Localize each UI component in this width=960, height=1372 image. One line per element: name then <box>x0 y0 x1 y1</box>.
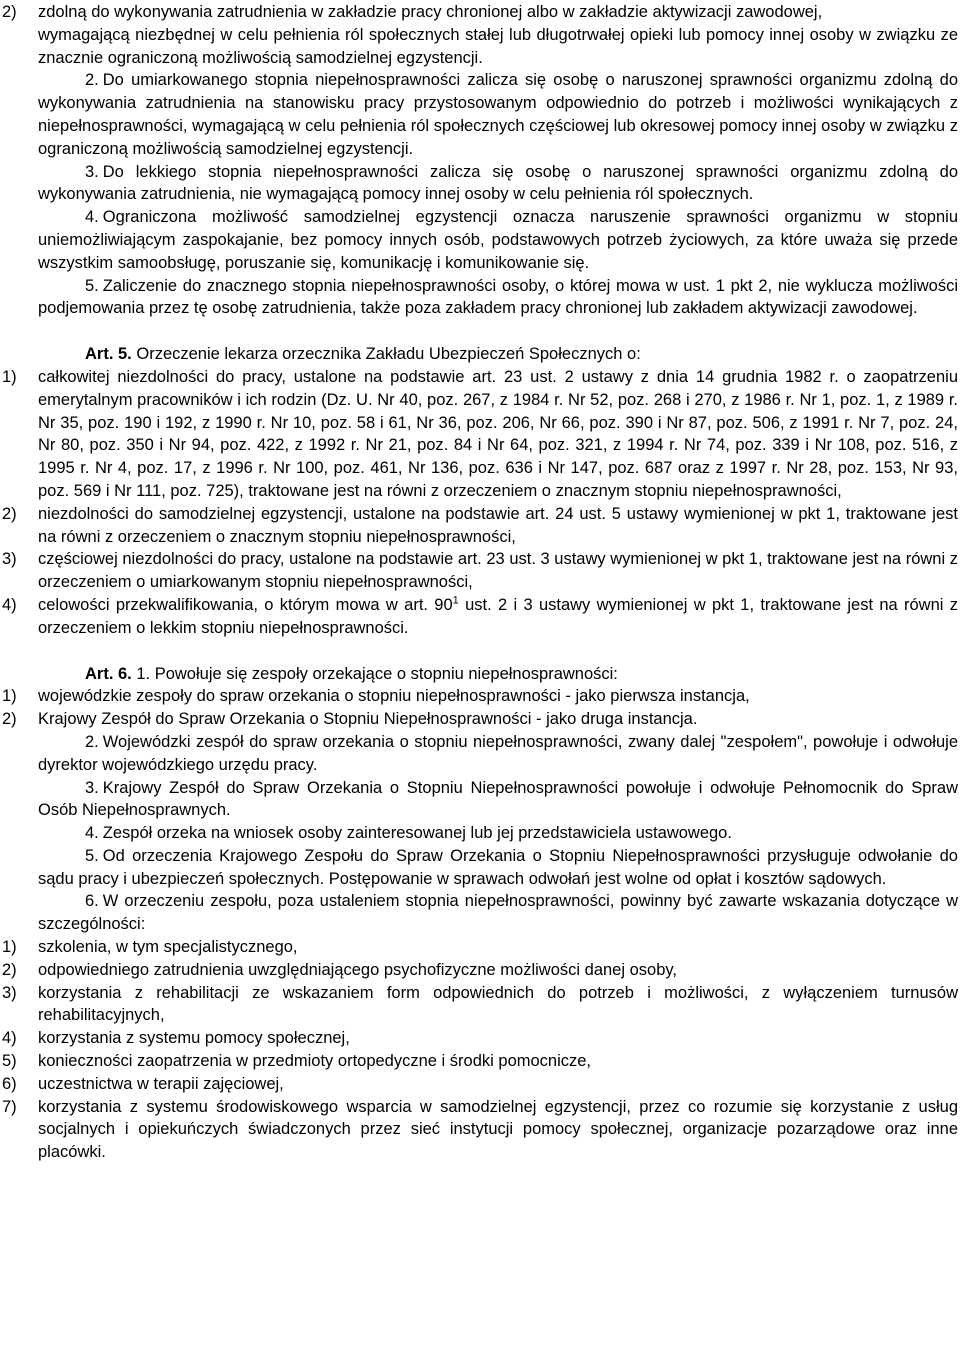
paragraph-text: Wojewódzki zespół do spraw orzekania o stopniu niepełnosprawności, zwany dalej "zespołem", powołuje i odwołuje dyrektor wojewódzkiego urzędu pracy. <box>38 732 958 774</box>
list-item-text: częściowej niezdolności do pracy, ustalone na podstawie art. 23 ust. 3 ustawy wymienionej w pkt 1, traktowane jest na równi z orzeczeniem o umiarkowanym stopniu niepełnosprawności, <box>38 550 958 592</box>
list-item <box>2 366 958 503</box>
spacer <box>2 640 958 663</box>
list-item-text-part: celowości przekwalifikowania, o którym mowa w art. 90 <box>38 595 453 614</box>
list-item-text: Krajowy Zespół do Spraw Orzekania o Stopniu Niepełnosprawności - jako druga instancja. <box>38 710 698 729</box>
list-item <box>2 1073 958 1096</box>
article-label: Art. 5. <box>85 345 132 364</box>
list-item-number: 1) <box>2 367 17 386</box>
paragraph-text: W orzeczeniu zespołu, poza ustaleniem stopnia niepełnosprawności, powinny być zawarte wskazania dotyczące w szczególności: <box>38 892 958 934</box>
paragraph <box>2 890 958 936</box>
list-item-text: korzystania z systemu pomocy społecznej, <box>38 1029 350 1048</box>
paragraph-number: 2. <box>85 732 99 751</box>
superscript: 1 <box>452 594 459 607</box>
list-item-number: 1) <box>2 687 17 706</box>
list-item <box>2 594 958 640</box>
list-item <box>2 936 958 959</box>
paragraph <box>2 822 958 845</box>
list-item <box>2 503 958 549</box>
list-item-number: 5) <box>2 1052 17 1071</box>
list-item <box>2 1096 958 1164</box>
list-item-number: 4) <box>2 1029 17 1048</box>
paragraph-number: 4. <box>85 208 99 227</box>
paragraph-text: Zaliczenie do znacznego stopnia niepełnosprawności osoby, o której mowa w ust. 1 pkt 2, nie wyklucza możliwości podjemowania przez tę osobę zatrudnienia, także poza zakładem pracy chronionej lub zakładem aktywizacji zawodowej. <box>38 276 958 318</box>
list-item <box>2 708 958 731</box>
list-item <box>2 982 958 1028</box>
article-text: 1. Powołuje się zespoły orzekające o stopniu niepełnosprawności: <box>136 664 618 683</box>
list-item-number: 1) <box>2 938 17 957</box>
list-item-text: uczestnictwa w terapii zajęciowej, <box>38 1074 284 1093</box>
list-item <box>2 959 958 982</box>
paragraph-text: Krajowy Zespół do Spraw Orzekania o Stopniu Niepełnosprawności powołuje i odwołuje Pełnomocnik do Spraw Osób Niepełnosprawnych. <box>38 778 958 820</box>
list-item <box>2 548 958 594</box>
paragraph <box>2 731 958 777</box>
list-item-text: korzystania z rehabilitacji ze wskazaniem form odpowiednich do potrzeb i możliwości, z wyłączeniem turnusów rehabilitacyjnych, <box>38 983 958 1025</box>
list-item-text-part: ust. 2 i 3 ustawy wymienionej w pkt 1, traktowane jest na równi z orzeczeniem o lekkim stopniu niepełnosprawności. <box>38 595 959 637</box>
list-item-number: 4) <box>2 595 17 614</box>
list-item-number: 6) <box>2 1074 17 1093</box>
spacer <box>2 320 958 343</box>
list-item-text <box>38 594 958 640</box>
article-label: Art. 6. <box>85 664 132 683</box>
paragraph-text: Zespół orzeka na wniosek osoby zainteresowanej lub jej przedstawiciela ustawowego. <box>102 824 732 843</box>
paragraph <box>2 845 958 891</box>
list-item-text: wojewódzkie zespoły do spraw orzekania o stopniu niepełnosprawności - jako pierwsza instancja, <box>38 687 750 706</box>
list-item-number: 2) <box>2 960 17 979</box>
list-item-text: zdolną do wykonywania zatrudnienia w zakładzie pracy chronionej albo w zakładzie aktywizacji zawodowej, <box>38 3 823 21</box>
list-item-number: 2) <box>2 504 17 523</box>
paragraph-number: 3. <box>85 778 99 797</box>
article-heading <box>2 343 958 366</box>
list-item-number: 2) <box>2 710 17 729</box>
paragraph <box>2 777 958 823</box>
list-item-text: odpowiedniego zatrudnienia uwzględniającego psychofizyczne możliwości danej osoby, <box>38 960 677 979</box>
paragraph-text: Do umiarkowanego stopnia niepełnosprawności zalicza się osobę o naruszonej sprawności organizmu zdolną do wykonywania zatrudnienia na stanowisku pracy przystosowanym odpowiednio do potrzeb i możliwości wynikających z niepełnosprawności, wymagającą w celu pełnienia ról społecznych częściowej lub okresowej pomocy innej osoby w związku z ograniczoną możliwością samodzielnej egzystencji. <box>38 71 958 158</box>
paragraph <box>2 69 958 160</box>
paragraph-text: Od orzeczenia Krajowego Zespołu do Spraw Orzekania o Stopniu Niepełnosprawności przysługuje odwołanie do sądu pracy i ubezpieczeń społecznych. Postępowanie w sprawach odwołań jest wolne od opłat i kosztów sądowych. <box>38 846 958 888</box>
paragraph-number: 6. <box>85 892 99 911</box>
paragraph <box>2 275 958 321</box>
paragraph-text: Ograniczona możliwość samodzielnej egzystencji oznacza naruszenie sprawności organizmu w stopniu uniemożliwiającym zaspokajanie, bez pomocy innych osób, podstawowych potrzeb życiowych, za które uważa się przede wszystkim samoobsługę, poruszanie się, komunikację i komunikowanie się. <box>38 208 958 272</box>
list-item <box>2 1050 958 1073</box>
paragraph-text: Do lekkiego stopnia niepełnosprawności zalicza się osobę o naruszonej sprawności organizmu zdolną do wykonywania zatrudnienia, nie wymagającą pomocy innej osoby w celu pełnienia ról społecznych. <box>38 162 958 204</box>
list-item-text: całkowitej niezdolności do pracy, ustalone na podstawie art. 23 ust. 2 ustawy z dnia 14 grudnia 1982 r. o zaopatrzeniu emerytalnym pracowników i ich rodzin (Dz. U. Nr 40, poz. 267, z 1984 r. Nr 52, poz. 268 i 270, z 1986 r. Nr 1, poz. 1, z 1989 r. Nr 35, poz. 190 i 192, z 1990 r. Nr 10, poz. 58 i 61, Nr 36, poz. 206, Nr 66, poz. 390 i Nr 87, poz. 506, z 1991 r. Nr 7, poz. 24, Nr 80, poz. 350 i Nr 94, poz. 422, z 1992 r. Nr 21, poz. 84 i Nr 64, poz. 321, z 1994 r. Nr 74, poz. 339 i Nr 108, poz. 516, z 1995 r. Nr 4, poz. 17, z 1996 r. Nr 100, poz. 461, Nr 136, poz. 636 i Nr 147, poz. 687 oraz z 1997 r. Nr 28, poz. 153, Nr 93, poz. 569 i Nr 111, poz. 725), traktowane jest na równi z orzeczeniem o znacznym stopniu niepełnosprawności, <box>38 367 958 500</box>
list-item-number: 7) <box>2 1097 17 1116</box>
article-heading <box>2 663 958 686</box>
list-item <box>2 1 958 24</box>
paragraph-continuation: wymagającą niezbędnej w celu pełnienia ról społecznych stałej lub długotrwałej opieki lub pomocy innej osoby w związku ze znacznie ograniczoną możliwością samodzielnej egzystencji. <box>38 25 958 67</box>
paragraph-number: 4. <box>85 824 99 843</box>
list-item <box>2 685 958 708</box>
paragraph <box>2 161 958 207</box>
list-item <box>2 1027 958 1050</box>
list-item-number: 3) <box>2 550 17 569</box>
paragraph-number: 5. <box>85 846 99 865</box>
paragraph-number: 2. <box>85 71 99 90</box>
list-item-text: konieczności zaopatrzenia w przedmioty ortopedyczne i środki pomocnicze, <box>38 1052 592 1071</box>
article-text: Orzeczenie lekarza orzecznika Zakładu Ubezpieczeń Społecznych o: <box>136 345 641 364</box>
list-item-text: korzystania z systemu środowiskowego wsparcia w samodzielnej egzystencji, przez co rozumie się korzystanie z usług socjalnych i opiekuńczych świadczonych przez sieć instytucji pomocy społecznej, organizacje pozarządowe oraz inne placówki. <box>38 1097 958 1162</box>
list-item-text: niezdolności do samodzielnej egzystencji, ustalone na podstawie art. 24 ust. 5 ustawy wymienionej w pkt 1, traktowane jest na równi z orzeczeniem o znacznym stopniu niepełnosprawności, <box>38 504 958 546</box>
list-item-number: 3) <box>2 983 17 1002</box>
paragraph-number: 5. <box>85 276 99 295</box>
list-item-number: 2) <box>2 3 17 21</box>
paragraph <box>2 206 958 274</box>
list-item-text: szkolenia, w tym specjalistycznego, <box>38 938 298 957</box>
paragraph-number: 3. <box>85 162 99 181</box>
